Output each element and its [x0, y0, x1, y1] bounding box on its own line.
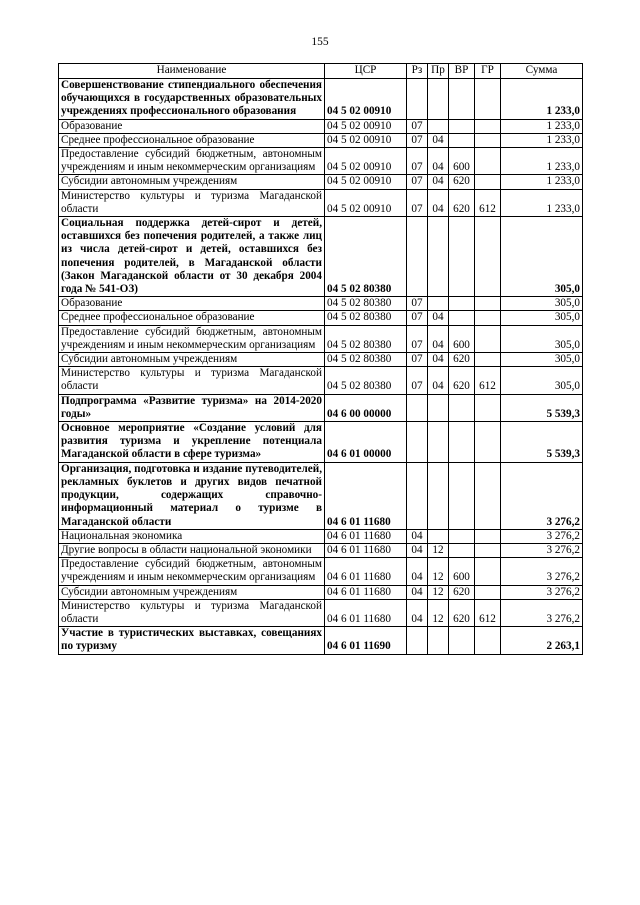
table-row	[59, 297, 583, 311]
row-pr-cell: 12	[428, 599, 449, 626]
row-pr-cell	[428, 217, 449, 297]
header-vr: ВР	[449, 64, 475, 79]
row-csr-cell: 04 6 01 11680	[325, 585, 407, 599]
row-vr-cell	[449, 297, 475, 311]
row-gr-cell	[475, 394, 501, 421]
row-sum-cell: 305,0	[501, 311, 583, 325]
row-vr-cell: 600	[449, 325, 475, 352]
row-sum-cell: 3 276,2	[501, 585, 583, 599]
row-gr-cell	[475, 353, 501, 367]
row-rz-cell	[407, 422, 428, 463]
row-name-cell: Субсидии автономным учреждениям	[59, 353, 325, 367]
row-csr-cell: 04 6 01 11680	[325, 529, 407, 543]
row-name-cell: Образование	[59, 297, 325, 311]
row-vr-cell: 620	[449, 353, 475, 367]
row-pr-cell	[428, 529, 449, 543]
row-name-cell: Другие вопросы в области национальной экономики	[59, 543, 325, 557]
row-gr-cell: 612	[475, 367, 501, 394]
row-gr-cell	[475, 133, 501, 147]
row-gr-cell	[475, 627, 501, 654]
row-rz-cell: 04	[407, 558, 428, 585]
row-csr-cell: 04 5 02 00910	[325, 148, 407, 175]
row-rz-cell: 07	[407, 325, 428, 352]
table-row	[59, 422, 583, 463]
header-csr: ЦСР	[325, 64, 407, 79]
row-vr-cell	[449, 627, 475, 654]
row-name-cell: Совершенствование стипендиального обеспечения обучающихся в государственных образовательных учреждениях профессионального образования	[59, 79, 325, 120]
row-gr-cell	[475, 462, 501, 529]
row-gr-cell	[475, 558, 501, 585]
row-rz-cell: 04	[407, 585, 428, 599]
row-pr-cell: 04	[428, 189, 449, 216]
row-gr-cell	[475, 311, 501, 325]
row-sum-cell: 2 263,1	[501, 627, 583, 654]
row-name-cell: Среднее профессиональное образование	[59, 311, 325, 325]
row-name-cell: Предоставление субсидий бюджетным, автономным учреждениям и иным некоммерческим организациям	[59, 148, 325, 175]
row-name-cell: Министерство культуры и туризма Магаданской области	[59, 367, 325, 394]
row-pr-cell: 04	[428, 311, 449, 325]
row-vr-cell	[449, 133, 475, 147]
row-csr-cell: 04 5 02 00910	[325, 79, 407, 120]
row-vr-cell	[449, 311, 475, 325]
row-vr-cell	[449, 217, 475, 297]
row-csr-cell: 04 5 02 80380	[325, 297, 407, 311]
row-csr-cell: 04 5 02 00910	[325, 189, 407, 216]
row-pr-cell: 04	[428, 148, 449, 175]
row-gr-cell	[475, 529, 501, 543]
row-pr-cell: 04	[428, 353, 449, 367]
row-rz-cell: 07	[407, 353, 428, 367]
row-name-cell: Предоставление субсидий бюджетным, автономным учреждениям и иным некоммерческим организациям	[59, 558, 325, 585]
row-csr-cell: 04 6 00 00000	[325, 394, 407, 421]
row-rz-cell: 07	[407, 311, 428, 325]
row-sum-cell: 305,0	[501, 367, 583, 394]
row-pr-cell: 12	[428, 558, 449, 585]
row-vr-cell	[449, 119, 475, 133]
row-rz-cell: 07	[407, 297, 428, 311]
row-vr-cell: 620	[449, 175, 475, 189]
row-rz-cell: 07	[407, 189, 428, 216]
row-csr-cell: 04 6 01 11680	[325, 558, 407, 585]
row-name-cell: Министерство культуры и туризма Магаданской области	[59, 189, 325, 216]
row-sum-cell: 3 276,2	[501, 529, 583, 543]
table-row	[59, 462, 583, 529]
row-name-cell: Образование	[59, 119, 325, 133]
row-name-cell: Организация, подготовка и издание путеводителей, рекламных буклетов и других видов печатной продукции, содержащих справочно-информационный материал о туризме в Магаданской области	[59, 462, 325, 529]
row-vr-cell	[449, 394, 475, 421]
table-row	[59, 217, 583, 297]
row-vr-cell: 620	[449, 599, 475, 626]
page-number: 155	[311, 36, 329, 48]
table-row	[59, 627, 583, 654]
row-vr-cell	[449, 543, 475, 557]
table-row	[59, 79, 583, 120]
row-pr-cell: 04	[428, 325, 449, 352]
row-sum-cell: 1 233,0	[501, 189, 583, 216]
row-gr-cell	[475, 175, 501, 189]
row-vr-cell: 620	[449, 585, 475, 599]
row-sum-cell: 5 539,3	[501, 394, 583, 421]
row-gr-cell	[475, 543, 501, 557]
row-sum-cell: 3 276,2	[501, 558, 583, 585]
table-row	[59, 353, 583, 367]
row-csr-cell: 04 5 02 80380	[325, 353, 407, 367]
row-pr-cell	[428, 297, 449, 311]
row-gr-cell: 612	[475, 189, 501, 216]
row-name-cell: Основное мероприятие «Создание условий для развития туризма и укрепление потенциала Магаданской области в сфере туризма»	[59, 422, 325, 463]
row-sum-cell: 305,0	[501, 325, 583, 352]
table-row	[59, 175, 583, 189]
row-sum-cell: 1 233,0	[501, 175, 583, 189]
row-vr-cell	[449, 422, 475, 463]
table-row	[59, 394, 583, 421]
table-row	[59, 543, 583, 557]
table-body	[59, 79, 583, 655]
row-name-cell: Среднее профессиональное образование	[59, 133, 325, 147]
row-vr-cell: 620	[449, 189, 475, 216]
table-row	[59, 529, 583, 543]
row-name-cell: Национальная экономика	[59, 529, 325, 543]
row-pr-cell	[428, 394, 449, 421]
row-rz-cell	[407, 217, 428, 297]
row-pr-cell	[428, 422, 449, 463]
row-gr-cell	[475, 148, 501, 175]
row-csr-cell: 04 5 02 80380	[325, 325, 407, 352]
row-sum-cell: 1 233,0	[501, 119, 583, 133]
row-name-cell: Субсидии автономным учреждениям	[59, 585, 325, 599]
header-name: Наименование	[59, 64, 325, 79]
row-csr-cell: 04 6 01 11680	[325, 543, 407, 557]
row-rz-cell: 07	[407, 119, 428, 133]
budget-table	[58, 63, 583, 655]
row-rz-cell	[407, 79, 428, 120]
row-sum-cell: 1 233,0	[501, 133, 583, 147]
table-header-row	[59, 64, 583, 79]
table-row	[59, 585, 583, 599]
row-pr-cell	[428, 79, 449, 120]
header-rz: Рз	[407, 64, 428, 79]
row-gr-cell: 612	[475, 599, 501, 626]
row-sum-cell: 3 276,2	[501, 599, 583, 626]
row-rz-cell	[407, 627, 428, 654]
row-sum-cell: 3 276,2	[501, 543, 583, 557]
row-vr-cell: 600	[449, 558, 475, 585]
row-pr-cell: 04	[428, 367, 449, 394]
table-row	[59, 133, 583, 147]
row-pr-cell: 04	[428, 175, 449, 189]
row-gr-cell	[475, 297, 501, 311]
table-row	[59, 119, 583, 133]
row-csr-cell: 04 5 02 80380	[325, 367, 407, 394]
row-rz-cell: 07	[407, 148, 428, 175]
row-name-cell: Предоставление субсидий бюджетным, автономным учреждениям и иным некоммерческим организациям	[59, 325, 325, 352]
row-csr-cell: 04 6 01 11680	[325, 599, 407, 626]
table-row	[59, 558, 583, 585]
row-vr-cell: 600	[449, 148, 475, 175]
row-rz-cell	[407, 394, 428, 421]
table-row	[59, 189, 583, 216]
header-pr: Пр	[428, 64, 449, 79]
row-vr-cell	[449, 79, 475, 120]
table-row	[59, 599, 583, 626]
row-csr-cell: 04 5 02 80380	[325, 311, 407, 325]
row-csr-cell: 04 6 01 11680	[325, 462, 407, 529]
row-csr-cell: 04 5 02 00910	[325, 133, 407, 147]
row-sum-cell: 305,0	[501, 297, 583, 311]
row-pr-cell	[428, 119, 449, 133]
row-pr-cell: 12	[428, 543, 449, 557]
row-gr-cell	[475, 119, 501, 133]
row-gr-cell	[475, 585, 501, 599]
row-sum-cell: 1 233,0	[501, 79, 583, 120]
row-rz-cell	[407, 462, 428, 529]
header-gr: ГР	[475, 64, 501, 79]
table-row	[59, 367, 583, 394]
row-csr-cell: 04 6 01 00000	[325, 422, 407, 463]
row-vr-cell	[449, 529, 475, 543]
row-rz-cell: 04	[407, 599, 428, 626]
row-rz-cell: 04	[407, 543, 428, 557]
row-sum-cell: 305,0	[501, 217, 583, 297]
row-sum-cell: 1 233,0	[501, 148, 583, 175]
row-gr-cell	[475, 217, 501, 297]
row-pr-cell: 04	[428, 133, 449, 147]
row-name-cell: Социальная поддержка детей-сирот и детей, оставшихся без попечения родителей, а также лиц из числа детей-сирот и детей, оставшихся без попечения родителей, в Магаданской области (Закон Магаданской области от 30 декабря 2004 года № 541-ОЗ)	[59, 217, 325, 297]
row-vr-cell	[449, 462, 475, 529]
table-row	[59, 311, 583, 325]
row-gr-cell	[475, 79, 501, 120]
row-name-cell: Участие в туристических выставках, совещаниях по туризму	[59, 627, 325, 654]
row-rz-cell: 07	[407, 133, 428, 147]
row-sum-cell: 3 276,2	[501, 462, 583, 529]
row-rz-cell: 07	[407, 175, 428, 189]
row-pr-cell: 12	[428, 585, 449, 599]
row-name-cell: Министерство культуры и туризма Магаданской области	[59, 599, 325, 626]
row-pr-cell	[428, 462, 449, 529]
row-csr-cell: 04 5 02 00910	[325, 119, 407, 133]
row-csr-cell: 04 6 01 11690	[325, 627, 407, 654]
header-sum: Сумма	[501, 64, 583, 79]
table-row	[59, 148, 583, 175]
row-csr-cell: 04 5 02 00910	[325, 175, 407, 189]
row-rz-cell: 07	[407, 367, 428, 394]
row-gr-cell	[475, 422, 501, 463]
row-name-cell: Субсидии автономным учреждениям	[59, 175, 325, 189]
row-name-cell: Подпрограмма «Развитие туризма» на 2014-2020 годы»	[59, 394, 325, 421]
row-pr-cell	[428, 627, 449, 654]
row-csr-cell: 04 5 02 80380	[325, 217, 407, 297]
row-gr-cell	[475, 325, 501, 352]
row-sum-cell: 5 539,3	[501, 422, 583, 463]
row-rz-cell: 04	[407, 529, 428, 543]
row-vr-cell: 620	[449, 367, 475, 394]
table-row	[59, 325, 583, 352]
row-sum-cell: 305,0	[501, 353, 583, 367]
